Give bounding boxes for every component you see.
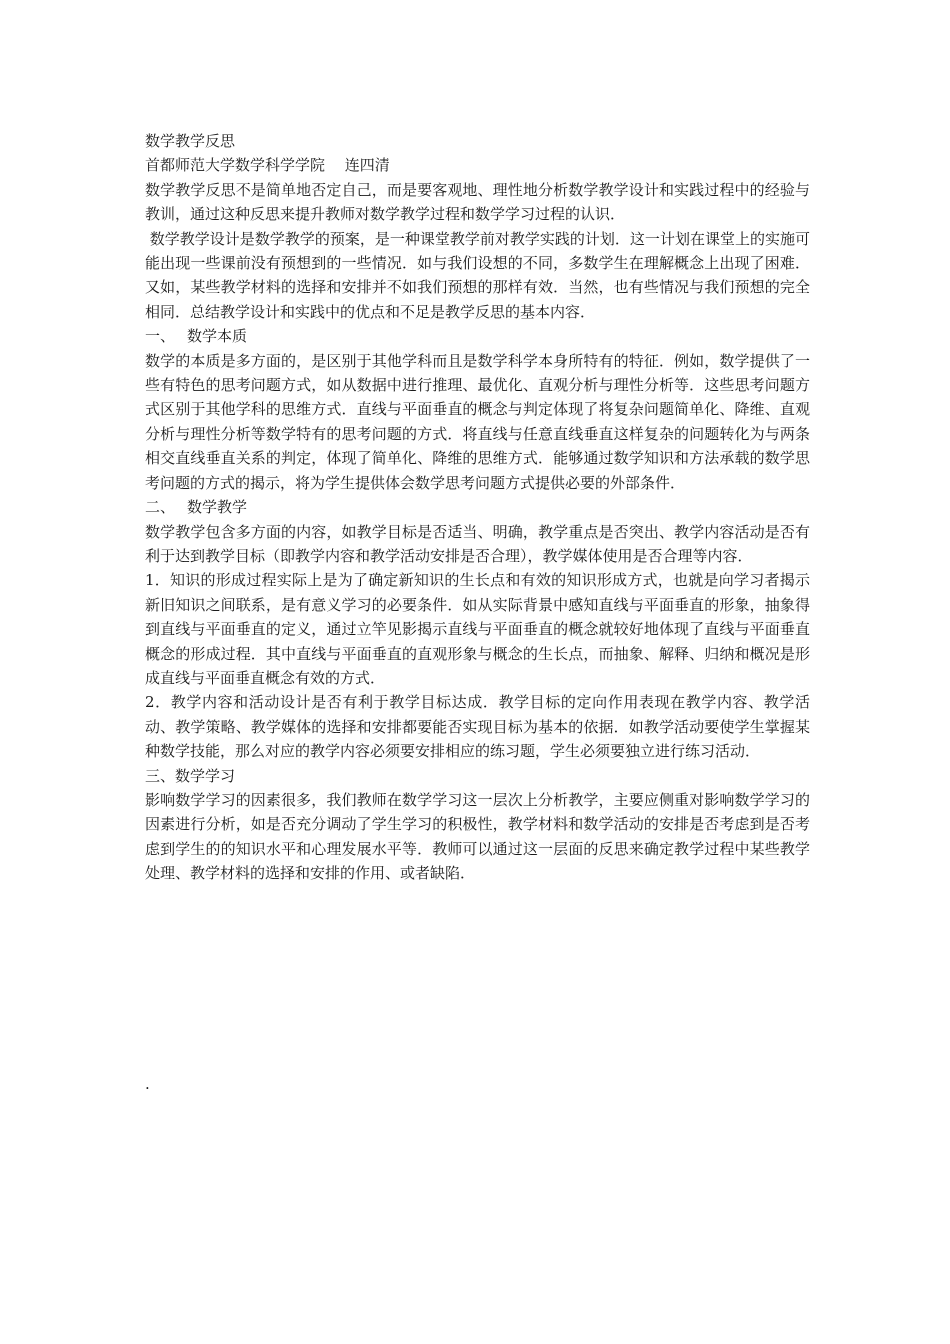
section-3-heading: 三、数学学习 <box>145 766 236 785</box>
section-2-title: 数学教学 <box>187 498 248 517</box>
intro-paragraph-2: 数学教学设计是数学教学的预案，是一种课堂教学前对教学实践的计划．这一计划在课堂上的实施可能出现一些课前没有预想到的一些情况．如与我们设想的不同，多数学生在理解概念上出现了困难．又如，某些教学材料的选择和安排并不如我们预想的那样有效．当然，也有些情况与我们预想的完全相同．总结教学设计和实践中的优点和不足是教学反思的基本内容． <box>145 229 810 321</box>
section-3-body: 影响数学学习的因素很多，我们教师在数学学习这一层次上分析教学，主要应侧重对影响数学学习的因素进行分析，如是否充分调动了学生学习的积极性，教学材料和数学活动的安排是否考虑到是否考虑到学生的的知识水平和心理发展水平等．教师可以通过这一层面的反思来确定教学过程中某些教学处理、教学材料的选择和安排的作用、或者缺陷． <box>145 790 810 883</box>
section-1-title: 数学本质 <box>187 327 248 346</box>
section-2-number: 二、 <box>145 498 176 517</box>
section-1-body: 数学的本质是多方面的，是区别于其他学科而且是数学科学本身所特有的特征．例如，数学提供了一些有特色的思考问题方式，如从数据中进行推理、最优化、直观分析与理性分析等．这些思考问题方式区别于其他学科的思维方式．直线与平面垂直的概念与判定体现了将复杂问题简单化、降维、直观分析与理性分析等数学特有的思考问题的方式．将直线与任意直线垂直这样复杂的问题转化为与两条相交直线垂直关系的判定，体现了简单化、降维的思维方式．能够通过数学知识和方法承载的数学思考问题的方式的揭示，将为学生提供体会数学思考问题方式提供必要的外部条件． <box>145 351 810 492</box>
section-2-item-2: 2．教学内容和活动设计是否有利于教学目标达成．教学目标的定向作用表现在教学内容、教学活动、教学策略、教学媒体的选择和安排都要能否实现目标为基本的依据．如教学活动要使学生掌握某种数学技能，那么对应的教学内容必须要安排相应的练习题，学生必须要独立进行练习活动． <box>145 693 810 761</box>
intro-paragraph-1: 数学教学反思不是简单地否定自己，而是要客观地、理性地分析数学教学设计和实践过程中的经验与教训，通过这种反思来提升教师对数学教学过程和数学学习过程的认识． <box>145 180 810 224</box>
section-1-heading <box>145 324 810 348</box>
section-2-item-1: 1．知识的形成过程实际上是为了确定新知识的生长点和有效的知识形成方式，也就是向学习者揭示新旧知识之间联系，是有意义学习的必要条件．如从实际背景中感知直线与平面垂直的形象，抽象得到直线与平面垂直的定义，通过立竿见影揭示直线与平面垂直的概念就较好地体现了直线与平面垂直概念的形成过程．其中直线与平面垂直的直观形象与概念的生长点，而抽象、解释、归纳和概况是形成直线与平面垂直概念有效的方式． <box>145 571 810 687</box>
trailing-period: . <box>145 1075 150 1093</box>
document-title: 数学教学反思 <box>145 132 236 150</box>
section-1-number: 一、 <box>145 327 176 346</box>
document-author: 首都师范大学数学科学学院 连四清 <box>145 156 390 175</box>
section-2-body: 数学教学包含多方面的内容，如教学目标是否适当、明确，教学重点是否突出、教学内容活动是否有利于达到教学目标（即教学内容和教学活动安排是否合理），教学媒体使用是否合理等内容． <box>145 522 810 565</box>
section-2-heading <box>145 495 810 519</box>
document-page <box>145 129 810 886</box>
